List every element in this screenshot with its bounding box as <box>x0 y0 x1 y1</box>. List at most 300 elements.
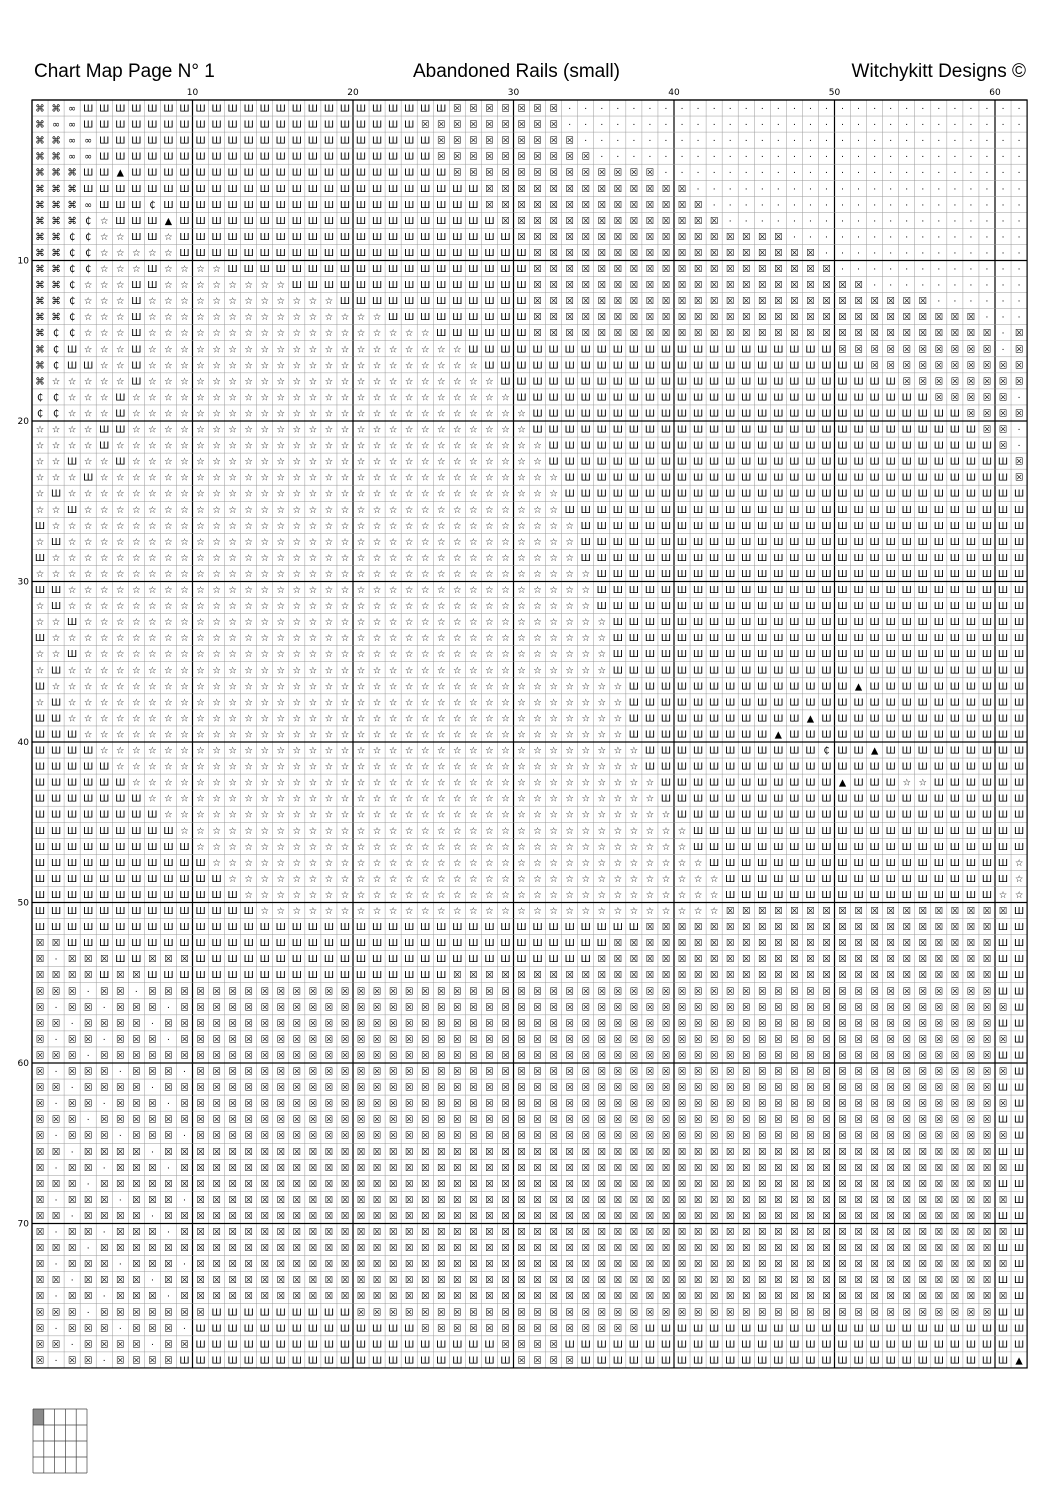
stitch-symbol: ☆ <box>244 649 253 661</box>
stitch-symbol: ☒ <box>308 1227 318 1239</box>
stitch-symbol: Ш <box>773 665 784 677</box>
stitch-symbol: ☆ <box>276 472 286 484</box>
stitch-symbol: Ш <box>709 1339 720 1351</box>
stitch-symbol: ☒ <box>725 1162 735 1174</box>
stitch-symbol: Ш <box>692 1339 704 1351</box>
stitch-symbol: ☒ <box>340 1082 350 1094</box>
stitch-symbol: ☒ <box>372 1162 382 1174</box>
stitch-symbol: ☆ <box>244 552 253 564</box>
stitch-symbol: Ш <box>933 504 944 516</box>
stitch-symbol: ☆ <box>260 408 269 420</box>
stitch-symbol: ☒ <box>629 247 639 259</box>
stitch-symbol: ☆ <box>276 777 286 789</box>
stitch-symbol: ☆ <box>324 713 334 725</box>
stitch-symbol: ☒ <box>758 1210 767 1222</box>
stitch-symbol: ☆ <box>437 713 446 725</box>
stitch-symbol: Ш <box>789 857 800 869</box>
stitch-symbol: ☆ <box>35 665 45 677</box>
stitch-symbol: ☆ <box>629 825 639 837</box>
stitch-symbol: ☆ <box>196 697 205 709</box>
stitch-symbol: · <box>921 265 925 276</box>
stitch-symbol: ☆ <box>565 906 574 918</box>
stitch-symbol: ☒ <box>693 264 703 276</box>
stitch-symbol: ☒ <box>517 1114 526 1126</box>
stitch-symbol: · <box>905 168 909 179</box>
stitch-symbol: ☒ <box>501 986 510 998</box>
stitch-symbol: Ш <box>837 552 848 564</box>
stitch-symbol: ☆ <box>83 520 93 532</box>
stitch-symbol: Ш <box>885 601 896 613</box>
stitch-symbol: ☒ <box>116 1034 125 1046</box>
stitch-symbol: Ш <box>949 601 960 613</box>
stitch-symbol: ☆ <box>196 392 205 404</box>
stitch-symbol: ☆ <box>501 633 510 645</box>
stitch-symbol: ☒ <box>533 135 542 147</box>
stitch-symbol: ☆ <box>693 906 703 918</box>
stitch-symbol: ☆ <box>212 713 221 725</box>
stitch-symbol: ☒ <box>902 1243 911 1255</box>
stitch-symbol: ☒ <box>725 1002 735 1014</box>
row-number-70: 70 <box>17 1219 29 1230</box>
stitch-symbol: Ш <box>901 552 912 564</box>
stitch-symbol: ☒ <box>982 954 992 966</box>
stitch-symbol: ☆ <box>420 392 430 404</box>
stitch-symbol: Ш <box>34 633 46 645</box>
stitch-symbol: ☒ <box>324 1178 334 1190</box>
stitch-symbol: ☒ <box>244 1275 253 1287</box>
stitch-symbol: ☒ <box>1014 328 1024 340</box>
stitch-symbol: Ш <box>773 809 784 821</box>
stitch-symbol: Ш <box>676 440 688 452</box>
stitch-symbol: ⌘ <box>67 167 77 179</box>
stitch-symbol: ☒ <box>292 1114 302 1126</box>
column-number-10: 10 <box>186 88 199 98</box>
stitch-symbol: ☒ <box>822 1162 831 1174</box>
stitch-symbol: ☆ <box>517 649 526 661</box>
stitch-symbol: ☆ <box>148 552 157 564</box>
stitch-symbol: ☒ <box>292 986 302 998</box>
stitch-symbol: ☒ <box>645 280 655 292</box>
stitch-symbol: ☆ <box>180 649 189 661</box>
stitch-symbol: ☆ <box>99 360 109 372</box>
stitch-symbol: Ш <box>933 697 944 709</box>
stitch-symbol: ☒ <box>902 1210 911 1222</box>
stitch-symbol: ☒ <box>533 1339 542 1351</box>
stitch-symbol: ☒ <box>870 1114 879 1126</box>
stitch-symbol: Ш <box>291 167 302 179</box>
stitch-symbol: ☆ <box>485 617 494 629</box>
stitch-symbol: ☆ <box>501 649 510 661</box>
stitch-symbol: Ш <box>564 954 575 966</box>
stitch-symbol: Ш <box>981 504 993 516</box>
stitch-symbol: Ш <box>259 264 270 276</box>
stitch-symbol: Ш <box>676 1339 688 1351</box>
stitch-symbol: ☆ <box>372 360 382 372</box>
stitch-symbol: ☆ <box>629 793 639 805</box>
stitch-symbol: ☒ <box>822 954 831 966</box>
stitch-symbol: ☒ <box>854 1066 863 1078</box>
stitch-symbol: · <box>1001 168 1005 179</box>
stitch-symbol: Ш <box>949 761 960 773</box>
stitch-symbol: Ш <box>805 585 816 597</box>
stitch-symbol: ☒ <box>870 1050 879 1062</box>
stitch-symbol: Ш <box>789 1323 800 1335</box>
stitch-symbol: ☆ <box>565 568 574 580</box>
stitch-symbol: ☒ <box>902 922 911 934</box>
stitch-symbol: Ш <box>275 1307 286 1319</box>
stitch-symbol: ☆ <box>485 392 494 404</box>
stitch-symbol: ☒ <box>228 1227 237 1239</box>
stitch-symbol: Ш <box>468 280 479 292</box>
stitch-symbol: ☆ <box>549 825 558 837</box>
stitch-symbol: ☒ <box>388 1034 398 1046</box>
stitch-symbol: ☒ <box>148 1178 157 1190</box>
stitch-symbol: ☒ <box>388 1018 398 1030</box>
stitch-symbol: Ш <box>436 199 447 211</box>
stitch-symbol: ☒ <box>918 1146 928 1158</box>
stitch-symbol: · <box>1001 281 1005 292</box>
stitch-symbol: ☆ <box>292 729 302 741</box>
stitch-symbol: ☆ <box>180 809 189 821</box>
stitch-symbol: ☒ <box>645 970 655 982</box>
stitch-symbol: · <box>118 1195 122 1206</box>
stitch-symbol: ☒ <box>822 312 831 324</box>
stitch-symbol: ☒ <box>565 1210 574 1222</box>
stitch-symbol: · <box>102 1292 106 1303</box>
stitch-symbol: ☆ <box>116 681 125 693</box>
stitch-symbol: ☆ <box>260 488 269 500</box>
stitch-symbol: ☒ <box>517 103 526 115</box>
stitch-symbol: Ш <box>885 424 896 436</box>
stitch-symbol: ☆ <box>148 360 157 372</box>
stitch-symbol: Ш <box>50 809 62 821</box>
stitch-symbol: ☒ <box>212 1114 221 1126</box>
stitch-symbol: Ш <box>612 456 623 468</box>
stitch-symbol: Ш <box>660 424 672 436</box>
stitch-symbol: · <box>985 200 989 211</box>
stitch-symbol: Ш <box>933 488 944 500</box>
stitch-symbol: ☆ <box>276 649 286 661</box>
stitch-symbol: Ш <box>1013 697 1025 709</box>
stitch-symbol: Ш <box>1013 1243 1025 1255</box>
stitch-symbol: ☒ <box>501 1066 510 1078</box>
stitch-symbol: ☒ <box>613 1018 623 1030</box>
stitch-symbol: Ш <box>885 777 896 789</box>
stitch-symbol: ☆ <box>67 601 77 613</box>
stitch-symbol: Ш <box>179 1355 190 1367</box>
stitch-symbol: ☒ <box>228 1162 237 1174</box>
stitch-symbol: ☒ <box>116 1210 125 1222</box>
stitch-symbol: Ш <box>67 456 78 468</box>
stitch-symbol: ☒ <box>533 119 542 131</box>
stitch-symbol: Ш <box>773 649 784 661</box>
stitch-symbol: Ш <box>1013 1146 1025 1158</box>
stitch-symbol: ☆ <box>388 504 398 516</box>
stitch-symbol: ☒ <box>517 135 526 147</box>
stitch-symbol: ☒ <box>661 1034 671 1046</box>
stitch-symbol: ☒ <box>790 1018 799 1030</box>
stitch-symbol: ☒ <box>83 1227 93 1239</box>
stitch-symbol: ☒ <box>549 264 558 276</box>
stitch-symbol: ☆ <box>356 761 366 773</box>
stitch-symbol: Ш <box>741 408 752 420</box>
stitch-symbol: Ш <box>580 552 591 564</box>
stitch-symbol: ☆ <box>485 456 494 468</box>
stitch-symbol: ☆ <box>388 681 398 693</box>
stitch-symbol: ☒ <box>324 1114 334 1126</box>
stitch-symbol: ☆ <box>196 408 205 420</box>
stitch-symbol: Ш <box>34 873 46 885</box>
stitch-symbol: ☆ <box>83 456 93 468</box>
stitch-symbol: Ш <box>901 825 912 837</box>
stitch-symbol: ☆ <box>116 488 125 500</box>
stitch-symbol: ☒ <box>581 1307 590 1319</box>
stitch-symbol: · <box>70 1276 74 1287</box>
stitch-symbol: Ш <box>965 552 977 564</box>
stitch-symbol: ☒ <box>661 1130 671 1142</box>
stitch-symbol: Ш <box>163 119 174 131</box>
stitch-symbol: ☒ <box>838 986 847 998</box>
stitch-symbol: ☆ <box>356 376 366 388</box>
stitch-symbol: ☒ <box>854 280 863 292</box>
stitch-symbol: Ш <box>436 103 447 115</box>
stitch-symbol: ☆ <box>164 328 173 340</box>
stitch-symbol: Ш <box>468 183 479 195</box>
stitch-symbol: · <box>118 1260 122 1271</box>
stitch-symbol: ☆ <box>196 665 205 677</box>
stitch-symbol: ☒ <box>356 1082 366 1094</box>
stitch-symbol: · <box>696 120 700 131</box>
stitch-symbol: ☆ <box>212 456 221 468</box>
stitch-symbol: ☒ <box>613 328 623 340</box>
stitch-symbol: ☒ <box>806 1050 815 1062</box>
stitch-symbol: ☒ <box>228 1130 237 1142</box>
stitch-symbol: ☆ <box>99 665 109 677</box>
stitch-symbol: ☆ <box>549 601 558 613</box>
stitch-symbol: ☒ <box>645 1130 655 1142</box>
stitch-symbol: ☆ <box>324 392 334 404</box>
stitch-symbol: · <box>921 216 925 227</box>
stitch-symbol: ☆ <box>420 424 430 436</box>
stitch-symbol: Ш <box>564 424 575 436</box>
stitch-symbol: Ш <box>436 167 447 179</box>
stitch-symbol: ☆ <box>404 456 414 468</box>
stitch-symbol: Ш <box>692 408 704 420</box>
stitch-symbol: ☆ <box>180 472 189 484</box>
stitch-symbol: ☆ <box>340 456 350 468</box>
stitch-symbol: ☆ <box>533 793 542 805</box>
stitch-symbol: Ш <box>644 617 656 629</box>
stitch-symbol: ☒ <box>645 231 655 243</box>
stitch-symbol: Ш <box>484 954 495 966</box>
stitch-symbol: Ш <box>580 954 591 966</box>
stitch-symbol: ☆ <box>661 841 671 853</box>
stitch-symbol: ☒ <box>822 938 831 950</box>
stitch-symbol: ☆ <box>565 889 574 901</box>
stitch-symbol: Ш <box>965 761 977 773</box>
stitch-symbol: ☒ <box>661 1114 671 1126</box>
stitch-symbol: Ш <box>949 617 960 629</box>
stitch-symbol: ☒ <box>613 1034 623 1046</box>
stitch-symbol: Ш <box>131 938 142 950</box>
stitch-symbol: · <box>953 200 957 211</box>
stitch-symbol: ☆ <box>164 697 173 709</box>
stitch-symbol: ☆ <box>420 633 430 645</box>
stitch-symbol: ☆ <box>116 697 125 709</box>
stitch-symbol: ☆ <box>1014 857 1024 869</box>
stitch-symbol: Ш <box>1013 1098 1025 1110</box>
stitch-symbol: Ш <box>420 215 431 227</box>
stitch-symbol: ☒ <box>565 1018 574 1030</box>
stitch-symbol: Ш <box>596 488 607 500</box>
stitch-symbol: Ш <box>853 649 864 661</box>
stitch-symbol: ☆ <box>501 761 510 773</box>
stitch-symbol: ☒ <box>597 1307 607 1319</box>
stitch-symbol: ☆ <box>196 761 205 773</box>
stitch-symbol: Ш <box>404 312 415 324</box>
stitch-symbol: ☆ <box>164 536 173 548</box>
stitch-symbol: ☆ <box>485 857 494 869</box>
stitch-symbol: ☆ <box>565 585 574 597</box>
stitch-symbol: Ш <box>67 729 78 741</box>
stitch-symbol: ☒ <box>260 1227 269 1239</box>
stitch-symbol: Ш <box>564 1339 575 1351</box>
stitch-symbol: ☒ <box>725 247 735 259</box>
stitch-symbol: ☆ <box>1014 873 1024 885</box>
stitch-symbol: Ш <box>420 296 431 308</box>
stitch-symbol: ☒ <box>774 280 783 292</box>
stitch-symbol: ☒ <box>629 1066 639 1078</box>
stitch-symbol: · <box>1017 425 1021 436</box>
stitch-symbol: ☆ <box>388 809 398 821</box>
stitch-symbol: · <box>841 265 844 276</box>
stitch-symbol: ☒ <box>164 1146 173 1158</box>
stitch-symbol: · <box>889 184 893 195</box>
stitch-symbol: ☆ <box>99 713 109 725</box>
stitch-symbol: Ш <box>291 199 302 211</box>
stitch-symbol: Ш <box>404 231 415 243</box>
stitch-symbol: ☒ <box>645 312 655 324</box>
stitch-symbol: Ш <box>837 825 848 837</box>
stitch-symbol: ☒ <box>854 296 863 308</box>
stitch-symbol: Ш <box>789 777 800 789</box>
stitch-symbol: Ш <box>67 809 78 821</box>
stitch-symbol: ☒ <box>822 906 831 918</box>
stitch-symbol: ☒ <box>934 1259 944 1271</box>
stitch-symbol: Ш <box>789 601 800 613</box>
stitch-symbol: ☒ <box>308 1018 318 1030</box>
stitch-symbol: Ш <box>917 440 928 452</box>
stitch-symbol: ☆ <box>437 761 446 773</box>
stitch-symbol: ☒ <box>324 1162 334 1174</box>
stitch-symbol: ☒ <box>83 1082 93 1094</box>
stitch-symbol: Ш <box>243 1323 254 1335</box>
stitch-symbol: · <box>857 136 861 147</box>
stitch-symbol: Ш <box>580 344 591 356</box>
stitch-symbol: ☆ <box>164 761 173 773</box>
stitch-symbol: ☒ <box>485 199 494 211</box>
stitch-symbol: Ш <box>115 809 126 821</box>
stitch-symbol: Ш <box>997 825 1009 837</box>
stitch-symbol: Ш <box>323 280 335 292</box>
stitch-symbol: ☒ <box>533 1227 542 1239</box>
stitch-symbol: ☒ <box>276 1082 286 1094</box>
stitch-symbol: ☒ <box>324 1243 334 1255</box>
stitch-symbol: ☒ <box>132 1002 141 1014</box>
stitch-symbol: Ш <box>773 745 784 757</box>
stitch-symbol: Ш <box>211 922 222 934</box>
stitch-symbol: Ш <box>981 697 993 709</box>
stitch-symbol: Ш <box>50 665 62 677</box>
stitch-symbol: Ш <box>211 119 222 131</box>
stitch-symbol: ☒ <box>902 344 911 356</box>
stitch-symbol: ☆ <box>404 408 414 420</box>
stitch-symbol: · <box>825 232 828 243</box>
stitch-symbol: ☆ <box>292 296 302 308</box>
stitch-symbol: Ш <box>371 119 383 131</box>
stitch-symbol: ☆ <box>501 873 510 885</box>
stitch-symbol: Ш <box>676 376 688 388</box>
stitch-symbol: ⌘ <box>51 296 61 308</box>
stitch-symbol: Ш <box>821 585 832 597</box>
stitch-symbol: ☆ <box>196 777 205 789</box>
stitch-symbol: Ш <box>917 408 928 420</box>
stitch-symbol: ☒ <box>886 1018 895 1030</box>
stitch-symbol: ☒ <box>950 1291 960 1303</box>
stitch-symbol: Ш <box>692 777 704 789</box>
stitch-symbol: ☒ <box>774 938 783 950</box>
stitch-symbol: ☒ <box>982 1291 992 1303</box>
stitch-symbol: Ш <box>1013 793 1025 805</box>
stitch-symbol: Ш <box>1013 649 1025 661</box>
stitch-symbol: · <box>728 168 732 179</box>
stitch-symbol: ☒ <box>886 1162 895 1174</box>
stitch-symbol: ☒ <box>581 1082 590 1094</box>
stitch-symbol: Ш <box>692 1355 704 1367</box>
stitch-symbol: Ш <box>789 1339 800 1351</box>
stitch-symbol: Ш <box>596 376 607 388</box>
stitch-symbol: ☆ <box>260 906 269 918</box>
stitch-symbol: · <box>680 168 684 179</box>
stitch-symbol: ☒ <box>597 1002 607 1014</box>
stitch-symbol: ☆ <box>148 697 157 709</box>
stitch-symbol: Ш <box>741 392 752 404</box>
stitch-symbol: Ш <box>388 1355 399 1367</box>
stitch-symbol: ☒ <box>388 1162 398 1174</box>
stitch-symbol: ☒ <box>597 1259 607 1271</box>
stitch-symbol: ∞ <box>68 119 77 131</box>
stitch-symbol: ☒ <box>677 1178 687 1190</box>
stitch-symbol: Ш <box>323 151 335 163</box>
stitch-symbol: ☒ <box>356 986 366 998</box>
stitch-symbol: ☆ <box>308 761 318 773</box>
stitch-symbol: Ш <box>676 488 688 500</box>
stitch-symbol: · <box>825 216 828 227</box>
stitch-symbol: ☆ <box>99 504 109 516</box>
stitch-symbol: · <box>680 152 684 163</box>
stitch-symbol: ☒ <box>886 1050 895 1062</box>
stitch-symbol: ☆ <box>533 825 542 837</box>
stitch-symbol: Ш <box>612 617 623 629</box>
stitch-symbol: Ш <box>291 1307 302 1319</box>
stitch-symbol: Ш <box>388 938 399 950</box>
stitch-symbol: ☆ <box>340 729 350 741</box>
stitch-symbol: Ш <box>885 472 896 484</box>
stitch-symbol: Ш <box>837 440 848 452</box>
stitch-symbol: ☆ <box>356 344 366 356</box>
stitch-symbol: Ш <box>933 809 944 821</box>
stitch-symbol: Ш <box>885 536 896 548</box>
